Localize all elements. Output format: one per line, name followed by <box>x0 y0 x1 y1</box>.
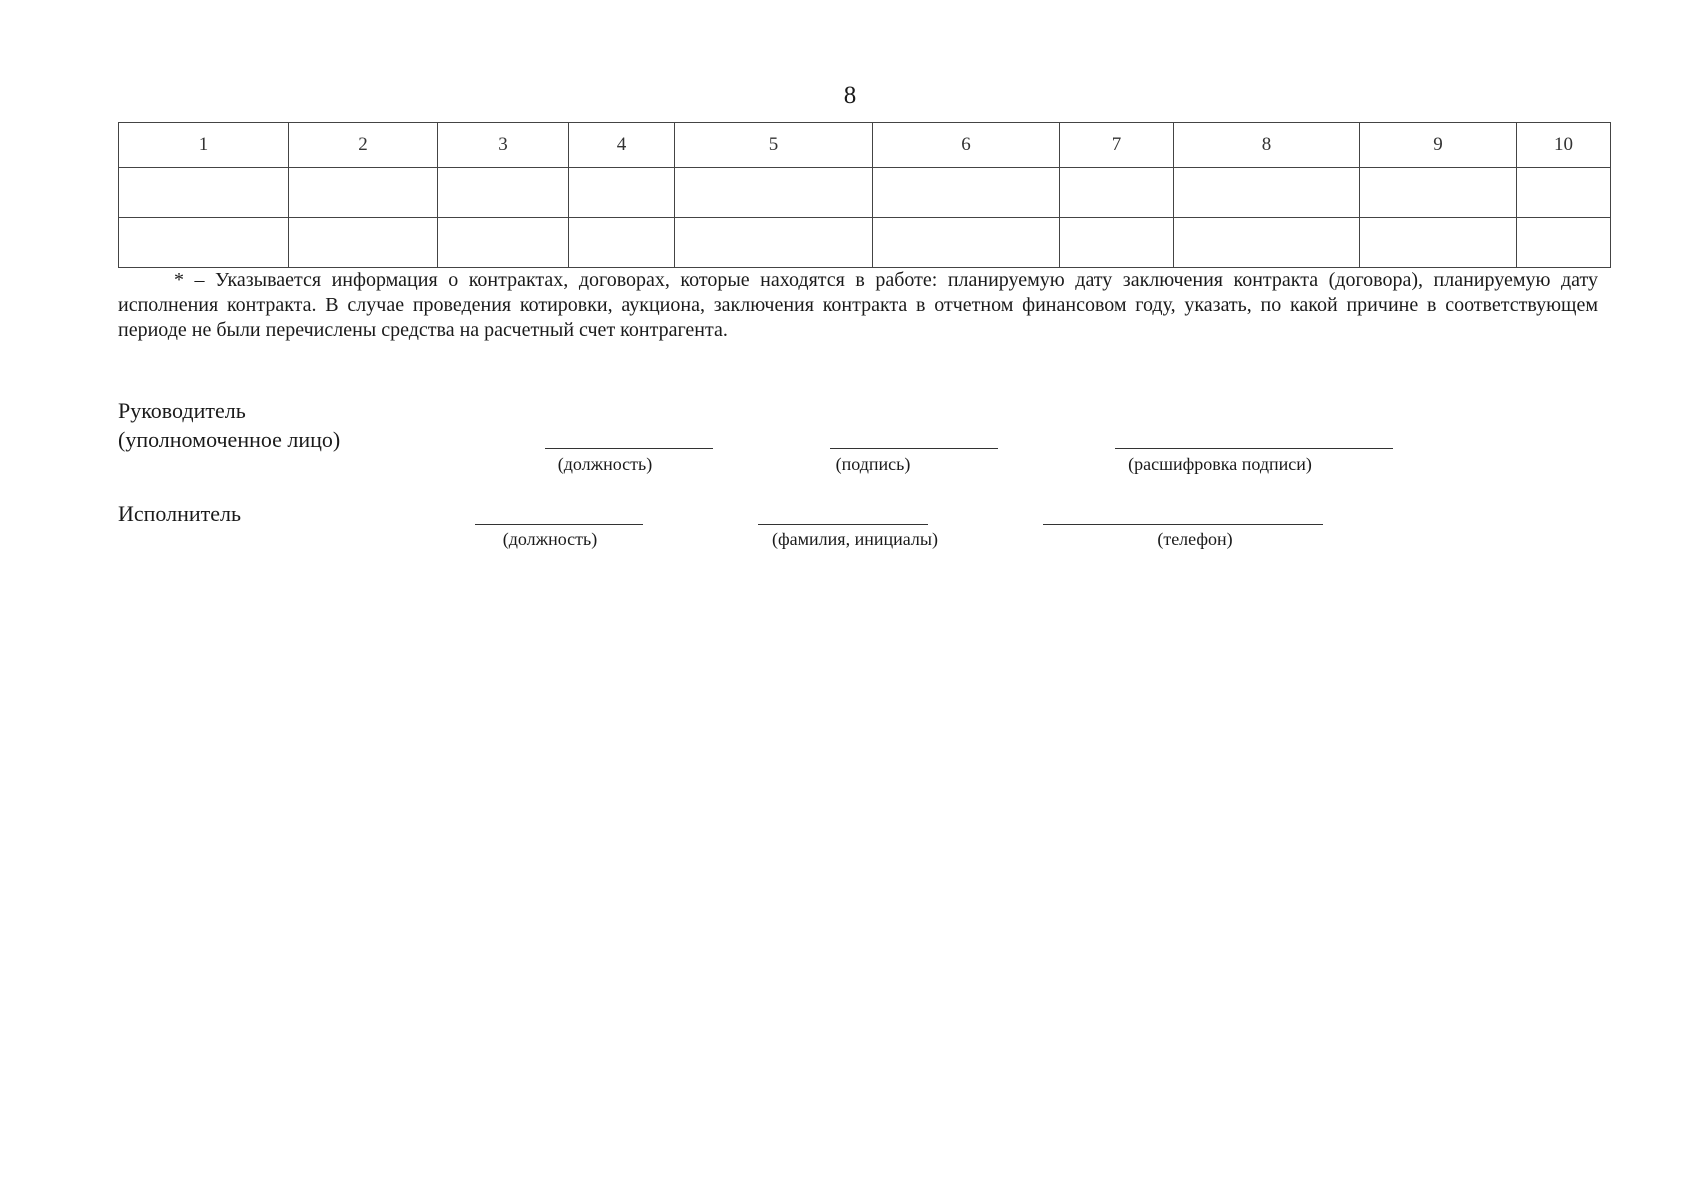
head-position-line <box>545 448 713 449</box>
column-header: 1 <box>119 123 289 168</box>
page-number: 8 <box>843 82 857 109</box>
head-position-caption: (должность) <box>557 454 653 474</box>
head-title: Руководитель <box>118 398 246 423</box>
column-header: 6 <box>873 123 1060 168</box>
column-header: 10 <box>1517 123 1611 168</box>
footnote: * – Указывается информация о контрактах, договорах, которые находятся в работе: планируемую дату заключения контракта (договора), планируемую дату исполнения контракта. В случае проведения котировки, аукциона, заключения контракта в отчетном финансовом году, указать, по какой причине в соответствующем периоде не были перечислены средства на расчетный счет контрагента. <box>118 269 1598 341</box>
table-cell <box>289 218 438 268</box>
table-cell <box>1517 168 1611 218</box>
table-header-row <box>119 123 1611 168</box>
table-cell <box>1174 218 1360 268</box>
column-header: 2 <box>289 123 438 168</box>
table-cell <box>1517 218 1611 268</box>
head-decode-caption: (расшифровка подписи) <box>1128 454 1312 474</box>
table-cell <box>1360 168 1517 218</box>
column-header: 8 <box>1174 123 1360 168</box>
head-title-subtitle: (уполномоченное лицо) <box>118 427 341 452</box>
table-cell <box>289 168 438 218</box>
executor-name-line <box>758 524 928 525</box>
table-row <box>119 168 1611 218</box>
executor-name-caption: (фамилия, инициалы) <box>772 529 938 549</box>
head-signature-caption: (подпись) <box>835 454 911 474</box>
table-cell <box>1360 218 1517 268</box>
contracts-table <box>118 122 1611 268</box>
table-cell <box>119 218 289 268</box>
table-cell <box>569 218 675 268</box>
executor-phone-caption: (телефон) <box>1157 529 1233 549</box>
head-signature-line <box>830 448 998 449</box>
table-cell <box>675 168 873 218</box>
table-cell <box>873 168 1060 218</box>
executor-title: Исполнитель <box>118 501 242 526</box>
table-cell <box>438 218 569 268</box>
table-cell <box>569 168 675 218</box>
table-cell <box>1060 218 1174 268</box>
table-cell <box>675 218 873 268</box>
column-header: 4 <box>569 123 675 168</box>
executor-phone-line <box>1043 524 1323 525</box>
table-cell <box>438 168 569 218</box>
column-header: 5 <box>675 123 873 168</box>
table-row <box>119 218 1611 268</box>
column-header: 7 <box>1060 123 1174 168</box>
table-cell <box>1174 168 1360 218</box>
table-cell <box>873 218 1060 268</box>
table-cell <box>1060 168 1174 218</box>
executor-position-line <box>475 524 643 525</box>
column-header: 3 <box>438 123 569 168</box>
column-header: 9 <box>1360 123 1517 168</box>
executor-position-caption: (должность) <box>502 529 598 549</box>
table-cell <box>119 168 289 218</box>
head-decode-line <box>1115 448 1393 449</box>
